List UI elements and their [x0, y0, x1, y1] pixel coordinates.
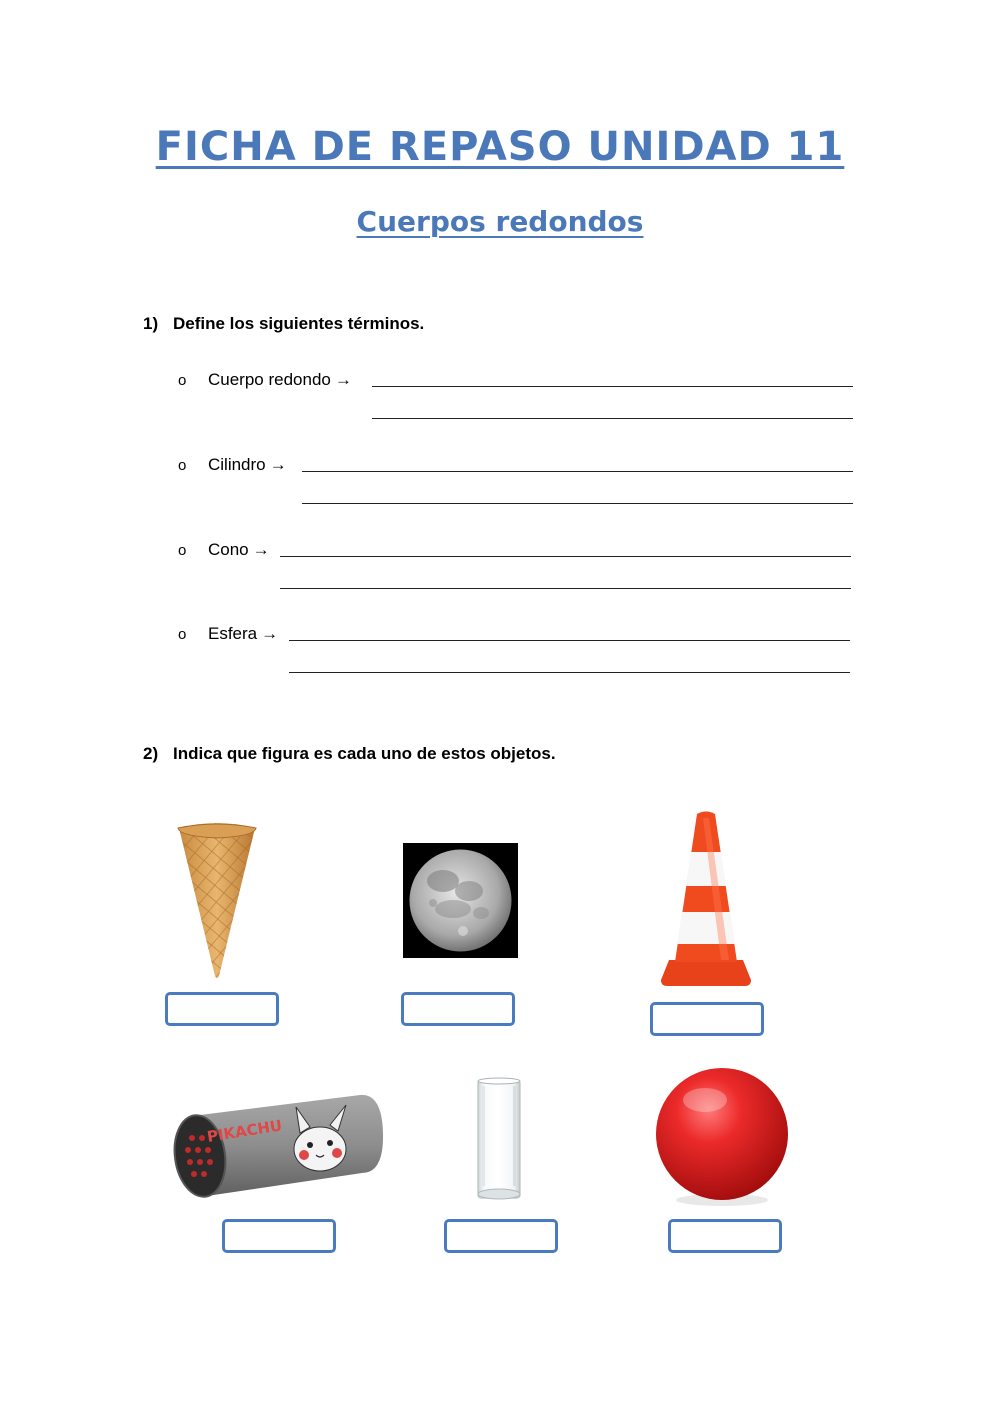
answer-box-red-ball[interactable]	[668, 1219, 782, 1253]
answer-line[interactable]	[289, 672, 850, 673]
arrow-right-icon: →	[261, 624, 279, 643]
bullet-icon: o	[178, 457, 187, 474]
pikachu-logo-text: PIKACHU	[205, 1116, 284, 1146]
term-cono	[178, 540, 270, 560]
question-2-text: Indica que figura es cada uno de estos objetos.	[173, 744, 556, 763]
bullet-icon: o	[178, 542, 187, 559]
answer-box-traffic-cone[interactable]	[650, 1002, 764, 1036]
answer-line[interactable]	[372, 386, 853, 387]
answer-line[interactable]	[302, 503, 853, 504]
answer-box-pencil-case[interactable]	[222, 1219, 336, 1253]
answer-line[interactable]	[280, 556, 851, 557]
answer-box-moon[interactable]	[401, 992, 515, 1026]
page-subtitle: Cuerpos redondos	[356, 205, 644, 238]
answer-box-glass-vase[interactable]	[444, 1219, 558, 1253]
term-label: Cilindro	[208, 455, 266, 474]
question-2-number: 2)	[143, 744, 159, 763]
term-label: Esfera	[208, 624, 258, 643]
arrow-right-icon: →	[269, 455, 287, 474]
moon-image	[403, 843, 518, 958]
bullet-icon: o	[178, 626, 187, 643]
page-title: FICHA DE REPASO UNIDAD 11	[155, 124, 845, 170]
question-1-text: Define los siguientes términos.	[173, 314, 425, 333]
traffic-cone-image	[657, 810, 755, 990]
term-label: Cuerpo redondo	[208, 370, 331, 389]
pencil-case-image	[170, 1093, 385, 1203]
term-label: Cono	[208, 540, 249, 559]
answer-line[interactable]	[280, 588, 851, 589]
arrow-right-icon: →	[252, 540, 270, 559]
red-ball-image	[651, 1066, 793, 1208]
arrow-right-icon: →	[334, 370, 352, 389]
bullet-icon: o	[178, 372, 187, 389]
question-1-number: 1)	[143, 314, 159, 333]
answer-line[interactable]	[302, 471, 853, 472]
question-2-heading	[143, 744, 556, 764]
glass-vase-image	[474, 1076, 524, 1204]
answer-line[interactable]	[372, 418, 853, 419]
term-cilindro	[178, 455, 287, 475]
ice-cream-cone-image	[175, 820, 259, 980]
term-esfera	[178, 624, 278, 644]
term-cuerpo-redondo	[178, 370, 352, 390]
question-1-heading	[143, 314, 424, 334]
answer-box-cone[interactable]	[165, 992, 279, 1026]
answer-line[interactable]	[289, 640, 850, 641]
